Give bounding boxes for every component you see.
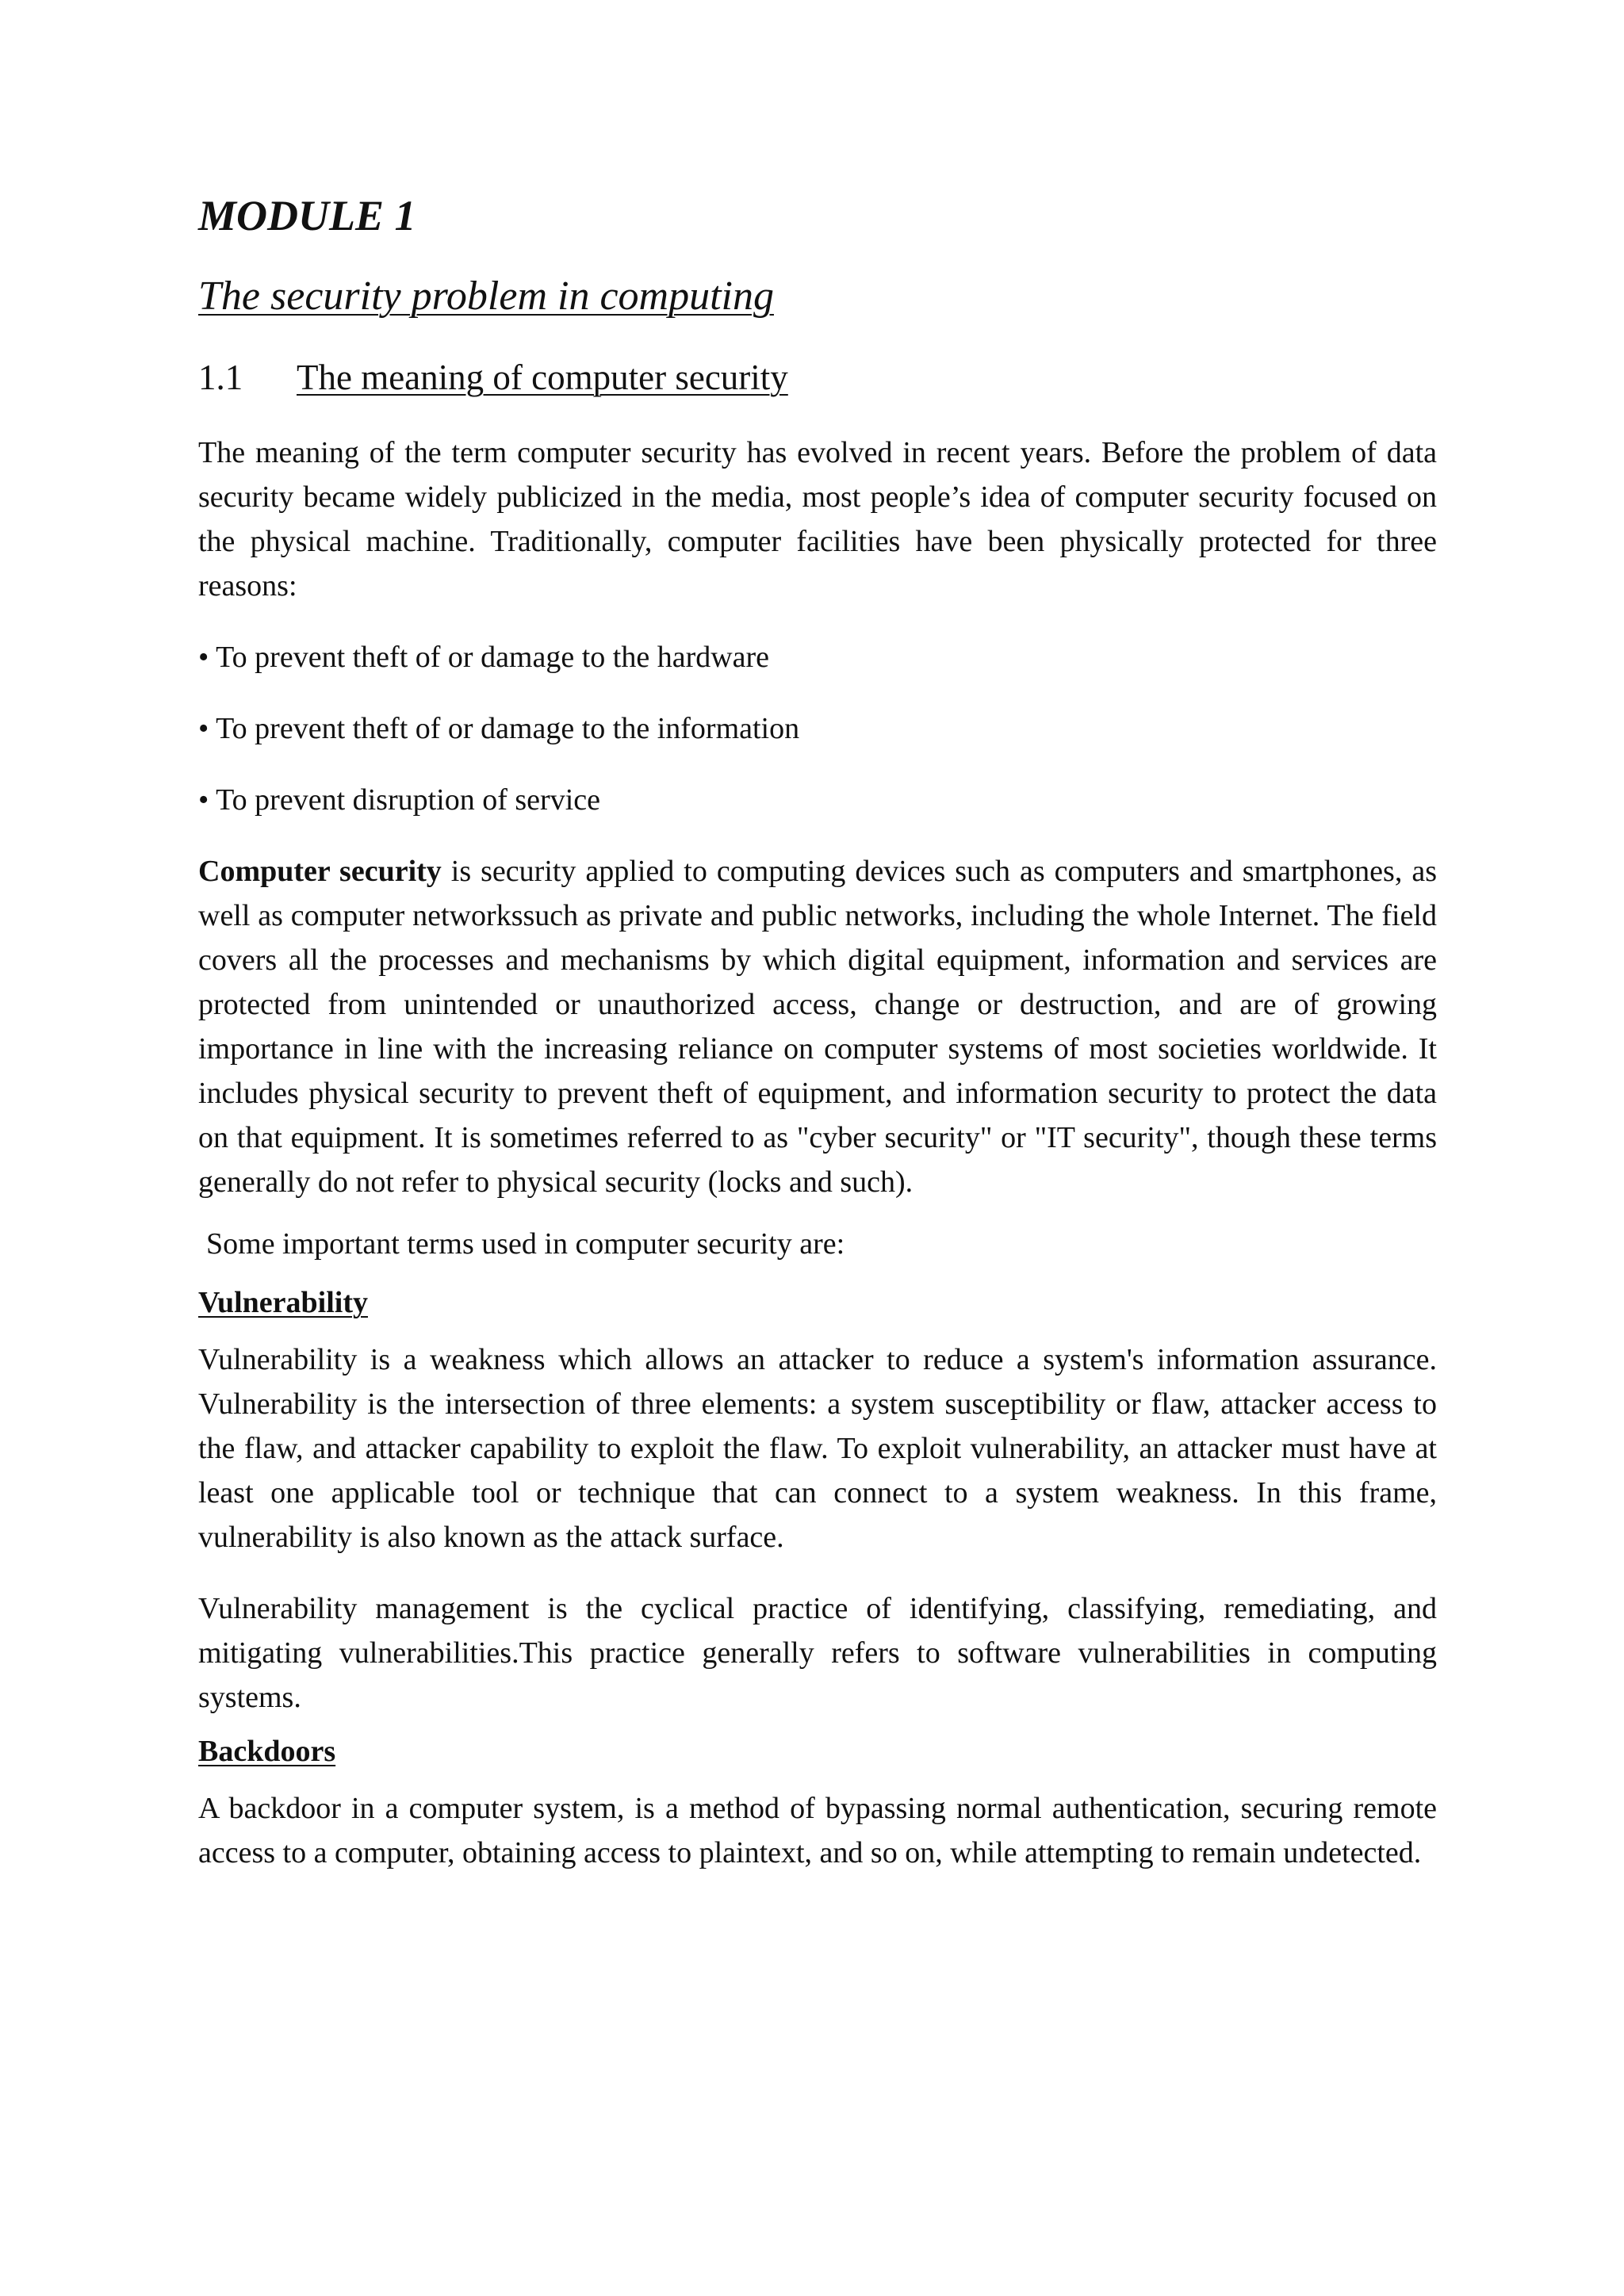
vulnerability-heading: Vulnerability (198, 1286, 368, 1320)
vulnerability-paragraph-1: Vulnerability is a weakness which allows an attacker to reduce a system's information assurance. Vulnerability is the intersection of three elements: a system susceptibility or flaw, attacker access to the flaw, and attacker capability to exploit the flaw. To exploit vulnerability, an attacker must have at least one applicable tool or technique that can connect to a system weakness. In this frame, vulnerability is also known as the attack surface. (198, 1343, 1437, 1555)
section-title: The meaning of computer security (297, 358, 788, 398)
definition-paragraph (198, 849, 1437, 1204)
definition-term: Computer security (198, 855, 442, 889)
intro-paragraph: The meaning of the term computer security has evolved in recent years. Before the problem of data security became widely publicized in the media, most people’s idea of computer security focused on the physical machine. Traditionally, computer facilities have been physically protected for three reasons: (198, 436, 1437, 603)
backdoors-paragraph-1: A backdoor in a computer system, is a method of bypassing normal authentication, securing remote access to a computer, obtaining access to plaintext, and so on, while attempting to remain undetected. (198, 1792, 1437, 1870)
document-page (198, 190, 1437, 1902)
chapter-title: The security problem in computing (198, 273, 774, 319)
bullet-item-information: • To prevent theft of or damage to the information (198, 712, 800, 746)
terms-intro: Some important terms used in computer security are: (206, 1227, 845, 1261)
section-heading (198, 356, 1437, 399)
vulnerability-paragraph-2: Vulnerability management is the cyclical practice of identifying, classifying, remediating, and mitigating vulnerabilities.This practice generally refers to software vulnerabilities in computing systems. (198, 1592, 1437, 1715)
definition-text: is security applied to computing devices such as computers and smartphones, as well as computer networkssuch as private and public networks, including the whole Internet. The field covers all the processes and mechanisms by which digital equipment, information and services are protected from unintended or unauthorized access, change or destruction, and are of growing importance in line with the increasing reliance on computer systems of most societies worldwide. It includes physical security to prevent theft of equipment, and information security to protect the data on that equipment. It is sometimes referred to as "cyber security" or "IT security", though these terms generally do not refer to physical security (locks and such). (198, 855, 1437, 1200)
bullet-item-service: • To prevent disruption of service (198, 783, 600, 817)
section-number: 1.1 (198, 358, 243, 398)
bullet-item-hardware: • To prevent theft of or damage to the hardware (198, 641, 770, 675)
backdoors-heading: Backdoors (198, 1735, 336, 1769)
module-title: MODULE 1 (198, 192, 416, 239)
